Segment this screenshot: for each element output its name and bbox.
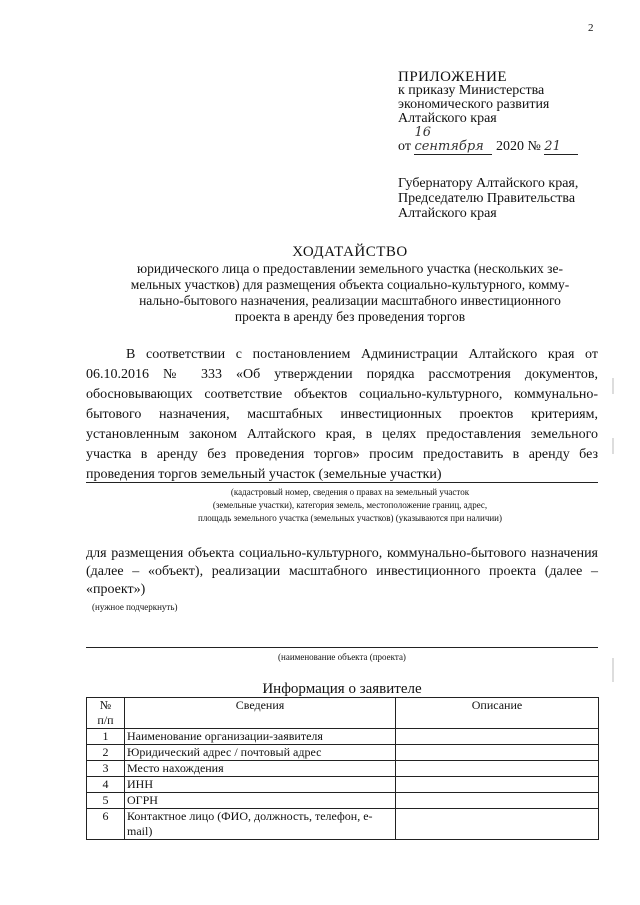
row-label: ОГРН (125, 793, 396, 809)
row-number: 3 (87, 761, 125, 777)
addressee-line: Председателю Правительства (398, 191, 576, 206)
table-title: Информация о заявителе (262, 681, 422, 697)
applicant-info-table (86, 697, 599, 840)
appendix-line: экономического развития (398, 97, 550, 112)
row-label: Наименование организации-заявителя (125, 729, 396, 745)
table-header-row (87, 698, 599, 729)
row-value[interactable] (396, 777, 599, 793)
table-row (87, 777, 599, 793)
scan-mark (612, 658, 614, 682)
table-row (87, 793, 599, 809)
appendix-line: к приказу Министерства (398, 83, 545, 98)
scan-mark (612, 378, 614, 394)
purpose-text: для размещения объекта социально-культурного, коммунально-бытового назначения (далее – «объект), реализации масштабного инвестиционного проекта (далее – «проект») (86, 546, 598, 597)
date-prefix: от (398, 139, 411, 154)
appendix-date-line (398, 126, 578, 155)
row-number: 2 (87, 745, 125, 761)
row-value[interactable] (396, 793, 599, 809)
handwritten-order-number: 21 (544, 140, 578, 155)
row-label: ИНН (125, 777, 396, 793)
cadastral-fill-line (86, 482, 598, 483)
addressee-line: Алтайского края (398, 206, 497, 221)
table-row (87, 809, 599, 840)
row-number: 6 (87, 809, 125, 840)
table-row (87, 745, 599, 761)
addressee-line: Губернатору Алтайского края, (398, 176, 579, 191)
underline-hint: (нужное подчеркнуть) (92, 602, 178, 612)
row-value[interactable] (396, 761, 599, 777)
header-num-line: п/п (97, 713, 114, 727)
row-value[interactable] (396, 809, 599, 840)
subtitle-line: проекта в аренду без проведения торгов (234, 309, 466, 324)
body-paragraph (86, 345, 598, 485)
appendix-title: ПРИЛОЖЕНИЕ (398, 69, 508, 85)
header-info: Сведения (125, 698, 396, 729)
subtitle-line: нально-бытового назначения, реализации масштабного инвестиционного (139, 293, 561, 308)
scan-mark (612, 438, 614, 454)
header-num-line: № (99, 698, 112, 712)
object-fill-line (86, 647, 598, 648)
table-row (87, 761, 599, 777)
header-num (87, 698, 125, 729)
document-subtitle (96, 261, 604, 325)
header-description: Описание (396, 698, 599, 729)
row-value[interactable] (396, 745, 599, 761)
object-hint: (наименование объекта (проекта) (278, 652, 406, 662)
hint-line: площадь земельного участка (земельных участков) (указываются при наличии) (198, 513, 502, 523)
handwritten-date: 16 сентября (414, 126, 492, 155)
cadastral-hint (120, 486, 580, 525)
appendix-line: Алтайского края (398, 111, 497, 126)
row-number: 1 (87, 729, 125, 745)
purpose-paragraph (86, 545, 598, 599)
row-value[interactable] (396, 729, 599, 745)
document-title: ХОДАТАЙСТВО (292, 244, 408, 260)
hint-line: (кадастровый номер, сведения о правах на земельный участок (230, 487, 470, 497)
subtitle-line: юридического лица о предоставлении земельного участка (нескольких зе- (137, 261, 563, 276)
page-number: 2 (588, 22, 594, 34)
body-text: В соответствии с постановлением Администрации Алтайского края от 06.10.2016 № 333 «Об утверждении порядка рассмотрения документов, обосновывающих соответствие объектов социально-культурного, коммунально-бытового назначения, масштабных инвестиционных проектов критериям, установленным законом Алтайского края, в целях предоставления земельного участка в аренду без проведения торгов» просим предоставить в аренду без проведения торгов земельный участок (земельные участки) (86, 347, 598, 482)
hint-line: (земельные участки), категория земель, местоположение границ, адрес, (212, 500, 488, 510)
row-label: Юридический адрес / почтовый адрес (125, 745, 396, 761)
appendix-block (398, 70, 578, 155)
addressee-block (398, 176, 578, 221)
row-number: 4 (87, 777, 125, 793)
row-label: Место нахождения (125, 761, 396, 777)
order-year: 2020 № (495, 139, 541, 154)
subtitle-line: мельных участков) для размещения объекта социально-культурного, комму- (130, 277, 570, 292)
row-number: 5 (87, 793, 125, 809)
row-label: Контактное лицо (ФИО, должность, телефон, e-mail) (125, 809, 396, 840)
table-row (87, 729, 599, 745)
